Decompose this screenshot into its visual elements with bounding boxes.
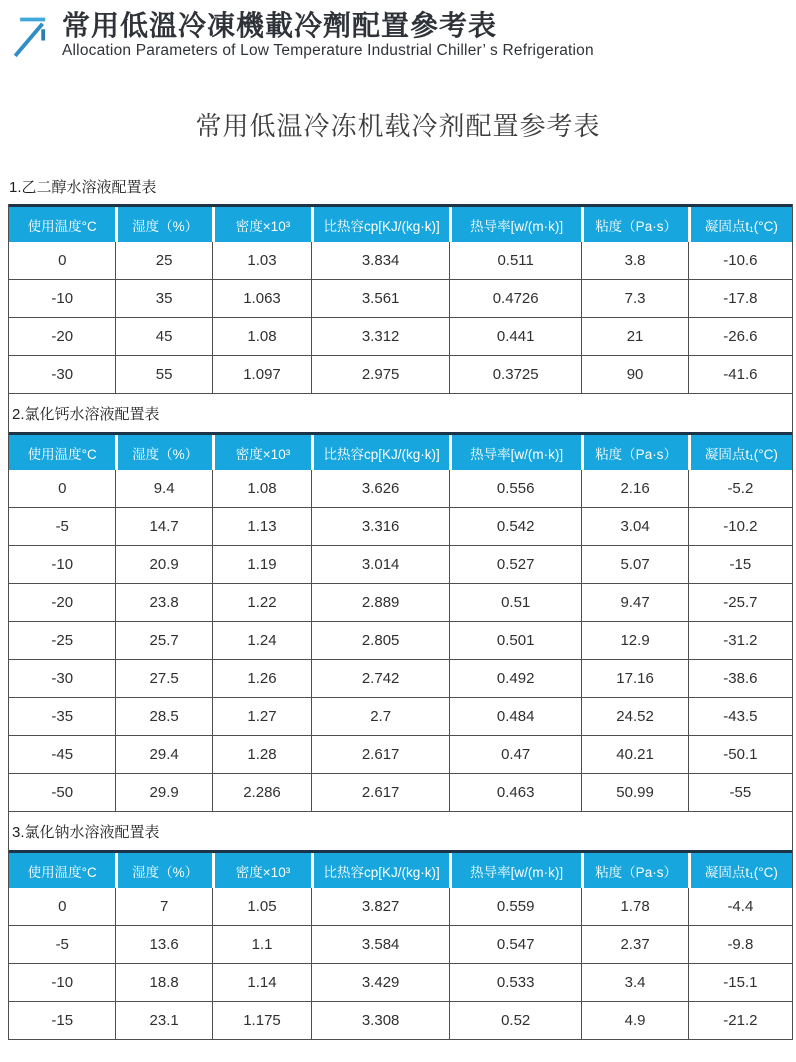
table-header-row — [9, 850, 792, 888]
table-cell: 13.6 — [115, 926, 211, 963]
table-cell: 1.1 — [212, 926, 311, 963]
table-cell: -55 — [688, 774, 792, 811]
column-header: 湿度（%） — [115, 853, 211, 888]
table-cell: -38.6 — [688, 660, 792, 697]
brand-subtitle: Allocation Parameters of Low Temperature Industrial Chiller’ s Refrigeration — [62, 42, 594, 59]
column-header: 密度×10³ — [212, 853, 311, 888]
table-cell: 40.21 — [581, 736, 687, 773]
table-ethylene-glycol — [9, 204, 792, 394]
column-header: 粘度（Pa·s） — [581, 207, 687, 242]
table-cell: 25 — [115, 242, 211, 279]
table-cell: 0.542 — [449, 508, 581, 545]
table-row — [9, 546, 792, 584]
table-cell: -21.2 — [688, 1002, 792, 1039]
table-row — [9, 280, 792, 318]
table-cell: 3.312 — [311, 318, 449, 355]
table-cell: 14.7 — [115, 508, 211, 545]
table-cell: 0.3725 — [449, 356, 581, 393]
table-row — [9, 660, 792, 698]
table-cell: 3.429 — [311, 964, 449, 1001]
table-cell: -5.2 — [688, 470, 792, 507]
column-header: 凝固点t₁(°C) — [688, 435, 792, 470]
table-cell: 1.28 — [212, 736, 311, 773]
table-cell: 3.626 — [311, 470, 449, 507]
table-cell: 3.308 — [311, 1002, 449, 1039]
column-header: 湿度（%） — [115, 435, 211, 470]
column-header: 使用温度°C — [9, 207, 115, 242]
table-cell: 2.37 — [581, 926, 687, 963]
table-cell: -50 — [51, 784, 74, 801]
table-cell: 1.26 — [212, 660, 311, 697]
table-cell: -25 — [51, 632, 74, 649]
table-cell: -41.6 — [688, 356, 792, 393]
table-cell: 2.889 — [311, 584, 449, 621]
table-row — [9, 508, 792, 546]
table-cell: 21 — [581, 318, 687, 355]
table-cell: -17.8 — [688, 280, 792, 317]
table-cell: -50.1 — [688, 736, 792, 773]
table-cell: 0 — [58, 480, 67, 497]
table-cell: 1.175 — [212, 1002, 311, 1039]
table-cell: 9.4 — [115, 470, 211, 507]
table-cell: 3.561 — [311, 280, 449, 317]
table-cell: 2.617 — [311, 736, 449, 773]
table-cell: 29.9 — [115, 774, 211, 811]
table-cell: 50.99 — [581, 774, 687, 811]
table-cell: 0.52 — [449, 1002, 581, 1039]
table-cell: 23.8 — [115, 584, 211, 621]
table-cell: 0.511 — [449, 242, 581, 279]
table-cell: 90 — [581, 356, 687, 393]
table-cell: 3.014 — [311, 546, 449, 583]
table-cell: 1.14 — [212, 964, 311, 1001]
column-header: 凝固点t₁(°C) — [688, 207, 792, 242]
table-cell: 0.501 — [449, 622, 581, 659]
table-cell: 2.7 — [311, 698, 449, 735]
column-header: 热导率[w/(m·k)] — [449, 435, 581, 470]
table-cell: 1.03 — [212, 242, 311, 279]
table-row — [9, 926, 792, 964]
table-cell: -26.6 — [688, 318, 792, 355]
table-cell: 0.556 — [449, 470, 581, 507]
table-cell: -43.5 — [688, 698, 792, 735]
table-calcium-chloride — [9, 432, 792, 812]
table-cell: 0 — [58, 252, 67, 269]
table-cell: -35 — [51, 708, 74, 725]
table-row — [9, 622, 792, 660]
table-cell: -31.2 — [688, 622, 792, 659]
table-cell: -4.4 — [688, 888, 792, 925]
column-header: 湿度（%） — [115, 207, 211, 242]
table-cell: 7.3 — [581, 280, 687, 317]
table-header-row — [9, 204, 792, 242]
table-body — [9, 470, 792, 812]
table-cell: -30 — [51, 670, 74, 687]
table-row — [9, 1002, 792, 1039]
table-cell: -10.2 — [688, 508, 792, 545]
column-header: 比热容cp[KJ/(kg·k)] — [311, 207, 449, 242]
table-cell: -10 — [51, 556, 74, 573]
table-cell: 23.1 — [115, 1002, 211, 1039]
column-header: 密度×10³ — [212, 207, 311, 242]
content — [8, 176, 793, 1062]
table-cell: 1.097 — [212, 356, 311, 393]
table-cell: 3.834 — [311, 242, 449, 279]
table-cell: 17.16 — [581, 660, 687, 697]
table-row — [9, 318, 792, 356]
table-row — [9, 774, 792, 812]
section-label-sodium-chloride: 3.氯化钠水溶液配置表 — [9, 812, 792, 850]
table-cell: 1.22 — [212, 584, 311, 621]
table-cell: 20.9 — [115, 546, 211, 583]
table-cell: 29.4 — [115, 736, 211, 773]
table-cell: 0.47 — [449, 736, 581, 773]
table-cell: 5.07 — [581, 546, 687, 583]
table-cell: 1.24 — [212, 622, 311, 659]
table-cell: 1.05 — [212, 888, 311, 925]
table-cell: 1.08 — [212, 318, 311, 355]
table-cell: 0.559 — [449, 888, 581, 925]
table-cell: 2.286 — [212, 774, 311, 811]
table-body — [9, 888, 792, 1039]
column-header: 密度×10³ — [212, 435, 311, 470]
brand-title: 常用低溫冷凍機載冷劑配置參考表 — [62, 10, 498, 41]
table-cell: 1.08 — [212, 470, 311, 507]
table-cell: 3.316 — [311, 508, 449, 545]
table-header-row — [9, 432, 792, 470]
table-cell: 25.7 — [115, 622, 211, 659]
table-row — [9, 736, 792, 774]
column-header: 凝固点t₁(°C) — [688, 853, 792, 888]
table-row — [9, 964, 792, 1002]
table-cell: 2.805 — [311, 622, 449, 659]
table-cell: 3.827 — [311, 888, 449, 925]
table-cell: 1.27 — [212, 698, 311, 735]
table-cell: 1.78 — [581, 888, 687, 925]
column-header: 热导率[w/(m·k)] — [449, 207, 581, 242]
arrow-up-right-icon — [11, 13, 53, 66]
table-sodium-chloride — [9, 850, 792, 1039]
table-cell: 12.9 — [581, 622, 687, 659]
table-row — [9, 888, 792, 926]
table-cell: 2.742 — [311, 660, 449, 697]
table-cell: -15.1 — [688, 964, 792, 1001]
table-cell: 2.617 — [311, 774, 449, 811]
table-cell: -5 — [55, 936, 69, 953]
column-header: 热导率[w/(m·k)] — [449, 853, 581, 888]
table-cell: 0.527 — [449, 546, 581, 583]
table-cell: 55 — [115, 356, 211, 393]
table-body — [9, 242, 792, 394]
table-cell: 9.47 — [581, 584, 687, 621]
column-header: 粘度（Pa·s） — [581, 435, 687, 470]
page-title: 常用低温冷冻机载冷剂配置参考表 — [195, 111, 601, 141]
table-cell: 1.19 — [212, 546, 311, 583]
table-row — [9, 356, 792, 394]
table-cell: 2.975 — [311, 356, 449, 393]
table-cell: 0.484 — [449, 698, 581, 735]
table-cell: 2.16 — [581, 470, 687, 507]
brand-header — [0, 0, 796, 66]
table-cell: -10.6 — [688, 242, 792, 279]
table-cell: -30 — [51, 366, 74, 383]
table-cell: -20 — [51, 328, 74, 345]
column-header: 使用温度°C — [9, 853, 115, 888]
column-header: 粘度（Pa·s） — [581, 853, 687, 888]
table-cell: 0.441 — [449, 318, 581, 355]
table-cell: 45 — [115, 318, 211, 355]
table-cell: 1.13 — [212, 508, 311, 545]
table-cell: 0.533 — [449, 964, 581, 1001]
table-cell: 0.4726 — [449, 280, 581, 317]
table-cell: 0.51 — [449, 584, 581, 621]
table-cell: -45 — [51, 746, 74, 763]
table-cell: -10 — [51, 290, 74, 307]
table-cell: 35 — [115, 280, 211, 317]
table-cell: 0.547 — [449, 926, 581, 963]
section-label-ethylene-glycol: 1.乙二醇水溶液配置表 — [9, 179, 157, 196]
table-cell: 3.8 — [581, 242, 687, 279]
column-header: 使用温度°C — [9, 435, 115, 470]
table-cell: -9.8 — [688, 926, 792, 963]
section-label-calcium-chloride: 2.氯化钙水溶液配置表 — [9, 394, 792, 432]
table-cell: 3.04 — [581, 508, 687, 545]
table-cell: 4.9 — [581, 1002, 687, 1039]
column-header: 比热容cp[KJ/(kg·k)] — [311, 853, 449, 888]
table-cell: 28.5 — [115, 698, 211, 735]
table-row — [9, 242, 792, 280]
table-cell: -25.7 — [688, 584, 792, 621]
table-cell: -10 — [51, 974, 74, 991]
table-row — [9, 698, 792, 736]
table-cell: -15 — [688, 546, 792, 583]
table-cell: 24.52 — [581, 698, 687, 735]
table-cell: 0.463 — [449, 774, 581, 811]
table-cell: 18.8 — [115, 964, 211, 1001]
table-row — [9, 584, 792, 622]
table-cell: 1.063 — [212, 280, 311, 317]
table-row — [9, 470, 792, 508]
table-cell: -20 — [51, 594, 74, 611]
table-cell: 3.584 — [311, 926, 449, 963]
table-cell: -5 — [55, 518, 69, 535]
table-cell: 27.5 — [115, 660, 211, 697]
table-cell: 7 — [115, 888, 211, 925]
table-cell: -15 — [51, 1012, 74, 1029]
table-cell: 0 — [58, 898, 67, 915]
column-header: 比热容cp[KJ/(kg·k)] — [311, 435, 449, 470]
table-cell: 3.4 — [581, 964, 687, 1001]
table-cell: 0.492 — [449, 660, 581, 697]
tables-wrapper — [8, 204, 793, 1040]
brand-text — [62, 11, 594, 60]
